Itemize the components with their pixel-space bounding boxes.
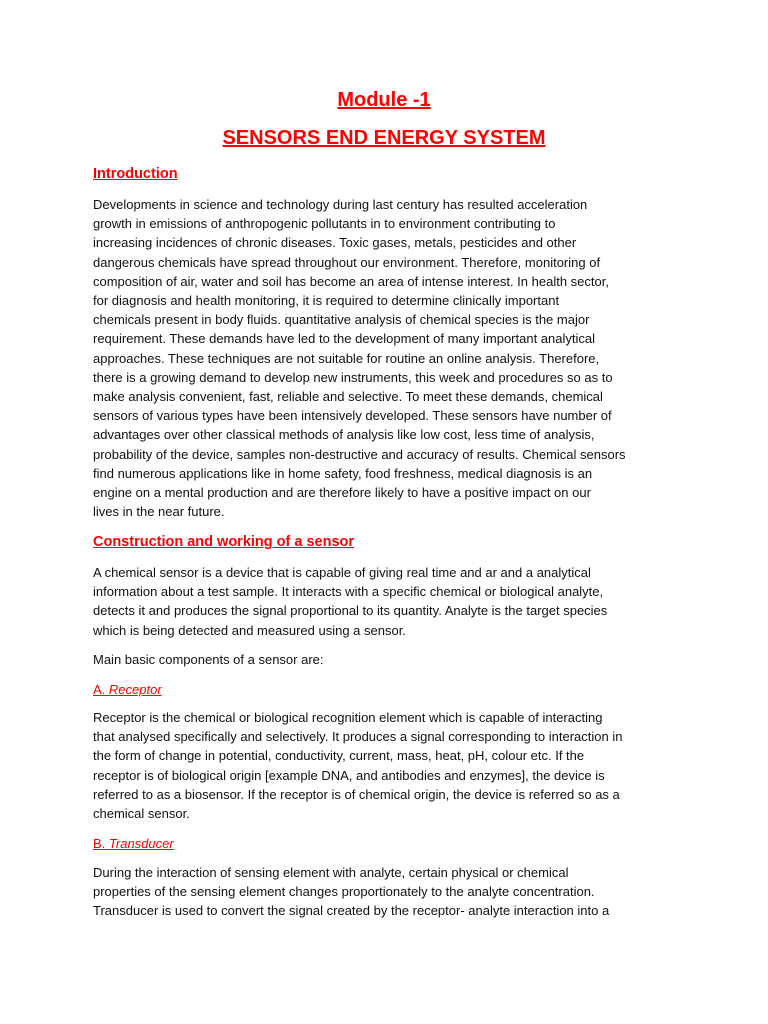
text-line: lives in the near future.: [93, 504, 225, 520]
text-line: Developments in science and technology during last century has resulted acceleration: [93, 197, 588, 212]
text-line: make analysis convenient, fast, reliable and selective. To meet these demands, chemical: [93, 389, 603, 405]
receptor-paragraph: [93, 708, 622, 823]
text-line: properties of the sensing element changes proportionately to the analyte concentration.: [93, 884, 595, 900]
document-title: SENSORS END ENERGY SYSTEM: [222, 127, 546, 149]
text-line: Receptor is the chemical or biological recognition element which is capable of interacting: [93, 710, 603, 725]
text-line: Transducer is used to convert the signal created by the receptor- analyte interaction into a: [93, 903, 610, 919]
text-line: there is a growing demand to develop new instruments, this week and procedures so as to: [93, 369, 613, 385]
text-line: referred to as a biosensor. If the receptor is of chemical origin, the device is referred so as a: [93, 786, 620, 802]
text-line: chemicals present in body fluids. quantitative analysis of chemical species is the major: [93, 312, 590, 328]
text-line: requirement. These demands have led to the development of many important analytical: [93, 331, 595, 347]
components-intro: Main basic components of a sensor are:: [93, 652, 324, 667]
transducer-prefix: B.: [93, 836, 109, 851]
module-title: Module -1: [337, 89, 431, 111]
text-line: sensors of various types have been intensively developed. These sensors have number of: [93, 408, 612, 424]
intro-paragraph: [93, 195, 626, 521]
receptor-prefix: A.: [93, 682, 109, 697]
text-line: chemical sensor.: [93, 806, 190, 822]
text-line: probability of the device, samples non-destructive and accuracy of results. Chemical sensors: [93, 446, 626, 462]
text-line: the form of change in potential, conductivity, current, mass, heat, pH, colour etc. If the: [93, 748, 585, 764]
transducer-heading: [93, 836, 174, 851]
text-line: information about a test sample. It interacts with a specific chemical or biological analyte,: [93, 584, 604, 600]
text-line: growth in emissions of anthropogenic pollutants in to environment contributing to: [93, 216, 556, 232]
intro-heading: Introduction: [93, 166, 178, 182]
text-line: A chemical sensor is a device that is capable of giving real time and ar and a analytical: [93, 565, 591, 580]
text-line: receptor is of biological origin [example DNA, and antibodies and enzymes], the device is: [93, 767, 605, 783]
text-line: detects it and produces the signal proportional to its quantity. Analyte is the target species: [93, 603, 608, 619]
receptor-heading: [93, 682, 162, 697]
text-line: which is being detected and measured using a sensor.: [93, 622, 406, 638]
text-line: approaches. These techniques are not suitable for routine an online analysis. Therefore,: [93, 350, 600, 366]
receptor-title: Receptor: [108, 682, 162, 697]
transducer-title: Transducer: [108, 836, 174, 851]
text-line: During the interaction of sensing element with analyte, certain physical or chemical: [93, 865, 569, 880]
text-line: that analysed specifically and selectively. It produces a signal corresponding to interaction in: [93, 729, 623, 745]
text-line: engine on a mental production and are therefore likely to have a positive impact on our: [93, 485, 591, 501]
text-line: find numerous applications like in home safety, food freshness, medical diagnosis is an: [93, 465, 593, 481]
text-line: composition of air, water and soil has become an area of intense interest. In health sector,: [93, 273, 609, 289]
text-line: dangerous chemicals have spread throughout our environment. Therefore, monitoring of: [93, 254, 601, 270]
text-line: for diagnosis and health monitoring, it is required to determine clinically important: [93, 293, 560, 309]
text-line: increasing incidences of chronic diseases. Toxic gases, metals, pesticides and other: [93, 235, 577, 251]
text-line: advantages over other classical methods of analysis like low cost, less time of analysis,: [93, 427, 595, 443]
construction-paragraph: [93, 563, 607, 640]
transducer-paragraph: [93, 863, 609, 921]
construction-heading: Construction and working of a sensor: [93, 534, 355, 550]
